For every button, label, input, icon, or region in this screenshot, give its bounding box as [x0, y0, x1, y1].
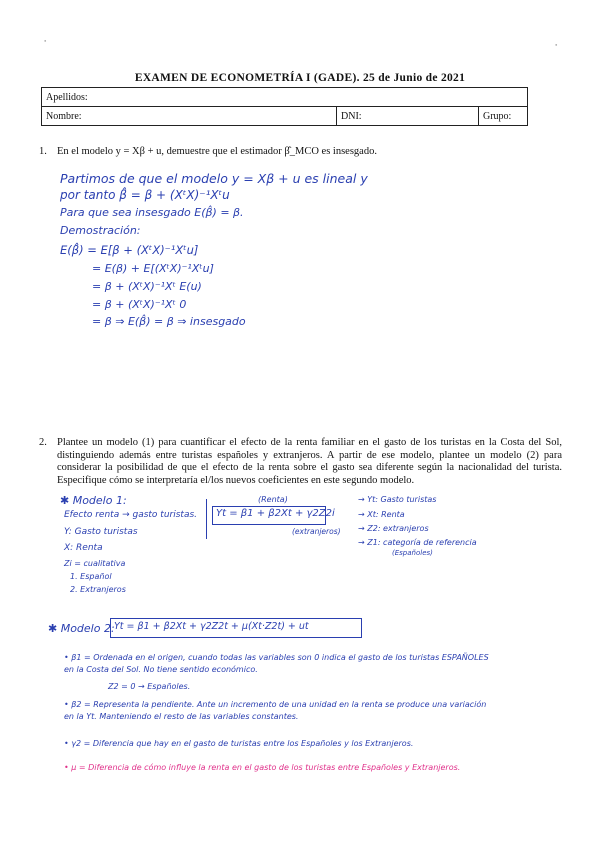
model-1-equation: Yt = β1 + β2Xt + γ2Z2i	[216, 508, 335, 519]
model-1-line: X: Renta	[64, 543, 103, 553]
model-2-equation: Yt = β1 + β2Xt + γ2Z2t + μ(Xt·Z2t) + ut	[114, 621, 309, 632]
answer-line: Demostración:	[60, 224, 141, 237]
legend-line: → Xt: Renta	[358, 510, 405, 519]
interpretation-z2: Z2 = 0 → Españoles.	[108, 682, 191, 691]
answer-line: = β + (XᵗX)⁻¹Xᵗ 0	[92, 298, 187, 311]
dni-field[interactable]: DNI:	[337, 107, 479, 126]
scan-mark: ●	[555, 42, 558, 47]
nombre-field[interactable]: Nombre:	[42, 107, 337, 126]
model-1-line: Efecto renta → gasto turistas.	[64, 510, 198, 520]
question-number: 2.	[39, 437, 47, 448]
model-1-line: Y: Gasto turistas	[64, 527, 138, 537]
interpretation-beta2: • β2 = Representa la pendiente. Ante un incremento de una unidad en la renta se produce una variación en la Yt. Manteniendo el resto de las variables constantes.	[64, 700, 487, 721]
question-text: En el modelo y = Xβ + u, demuestre que el estimador β̂_MCO es insesgado.	[57, 146, 377, 157]
bracket	[206, 499, 209, 539]
answer-line: E(β̂) = E[β + (XᵗX)⁻¹Xᵗu]	[60, 243, 199, 257]
apellidos-field[interactable]: Apellidos:	[42, 88, 528, 107]
answer-line: por tanto β̂ = β + (XᵗX)⁻¹Xᵗu	[60, 188, 230, 202]
extranjeros-label: (extranjeros)	[292, 527, 341, 536]
answer-line: = β ⇒ E(β̂) = β ⇒ insesgado	[92, 315, 246, 328]
legend-line: → Z1: categoría de referencia	[358, 538, 477, 547]
model-1-line: 1. Español	[70, 572, 112, 581]
exam-title: EXAMEN DE ECONOMETRÍA I (GADE). 25 de Junio de 2021	[134, 72, 466, 84]
answer-line: = β + (XᵗX)⁻¹Xᵗ E(u)	[92, 280, 202, 293]
interpretation-mu: • μ = Diferencia de cómo influye la renta en el gasto de los turistas entre Españoles y Extranjeros.	[64, 763, 461, 772]
answer-line: = E(β) + E[(XᵗX)⁻¹Xᵗu]	[92, 262, 214, 275]
legend-line: (Españoles)	[392, 549, 433, 557]
model-1-line: 2. Extranjeros	[70, 585, 126, 594]
question-number: 1.	[39, 146, 47, 157]
grupo-field[interactable]: Grupo:	[479, 107, 528, 126]
legend-line: → Yt: Gasto turistas	[358, 495, 437, 504]
question-text: Plantee un modelo (1) para cuantificar el efecto de la renta familiar en el gasto de los turistas en la Costa del Sol, distinguiendo además entre turistas españoles y extranjeros. A partir de ese modelo, plantee un modelo (2) para considerar la posibilidad de que el efecto de la renta sobre el gasto sea diferente según la nacionalidad del turista. Especifique cómo se interpretaría el/los nuevos coeficientes en este segundo modelo.	[57, 437, 562, 486]
interpretation-beta1: • β1 = Ordenada en el origen, cuando todas las variables son 0 indica el gasto de los turistas ESPAÑOLES en la Costa del Sol. No tiene sentido económico.	[64, 653, 489, 674]
model-1-heading: ✱ Modelo 1:	[60, 494, 127, 507]
student-info-table	[41, 87, 528, 126]
renta-label: (Renta)	[258, 495, 288, 504]
scan-mark: ●	[44, 38, 47, 43]
model-1-line: Zi = cualitativa	[64, 559, 126, 568]
model-2-heading: ✱ Modelo 2:	[48, 622, 115, 635]
answer-line: Para que sea insesgado E(β̂) = β.	[60, 206, 244, 219]
interpretation-gamma2: • γ2 = Diferencia que hay en el gasto de turistas entre los Españoles y los Extranjeros.	[64, 739, 414, 748]
legend-line: → Z2: extranjeros	[358, 524, 429, 533]
answer-line: Partimos de que el modelo y = Xβ + u es lineal y	[60, 171, 368, 186]
